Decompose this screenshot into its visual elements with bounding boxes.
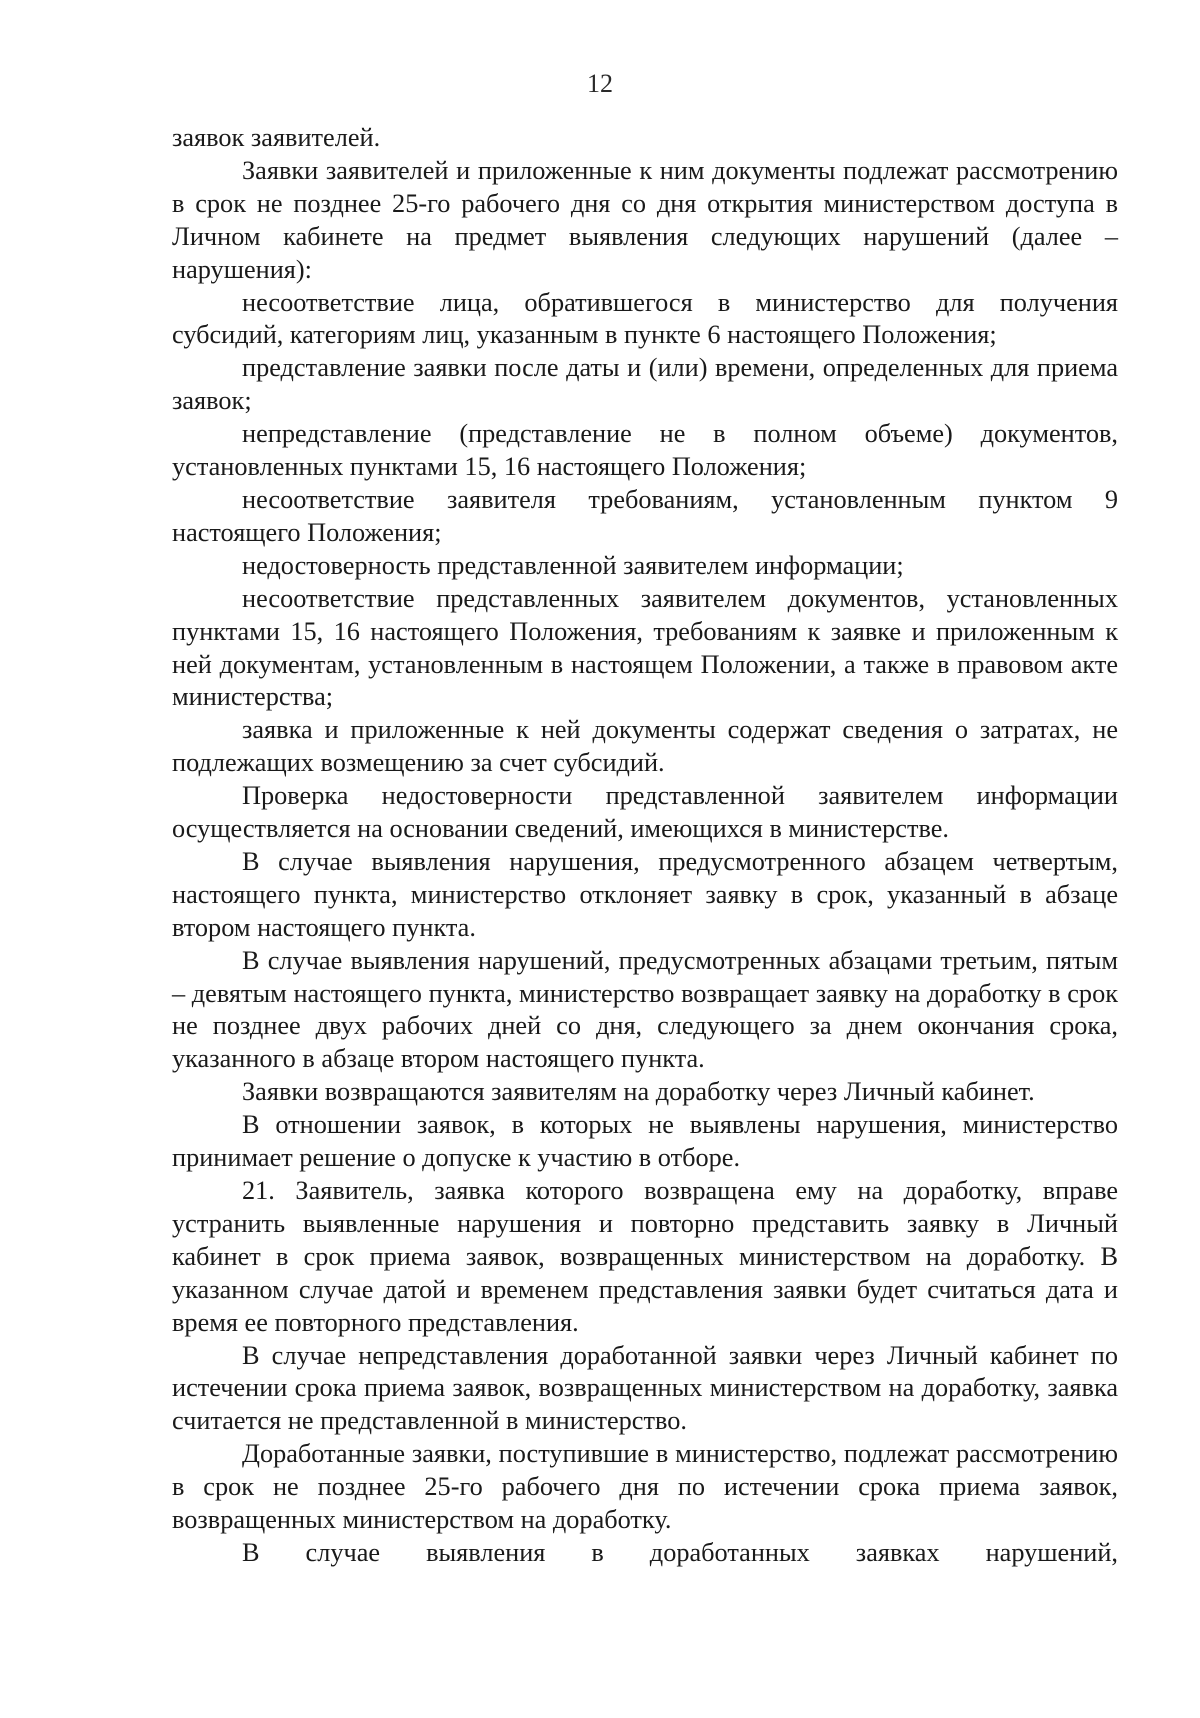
paragraph: представление заявки после даты и (или) времени, определенных для приема заявок; xyxy=(172,353,1118,416)
paragraph: несоответствие заявителя требованиям, установленным пунктом 9 настоящего Положения; xyxy=(172,484,1118,547)
paragraph: В случае выявления нарушений, предусмотренных абзацами третьим, пятым – девятым настоящего пункта, министерство возвращает заявку на доработку в срок не позднее двух рабочих дней со дня, следующего за днем окончания срока, указанного в абзаце втором настоящего пункта. xyxy=(172,945,1118,1074)
paragraph: непредставление (представление не в полном объеме) документов, установленных пунктами 15, 16 настоящего Положения; xyxy=(172,419,1118,482)
paragraph: несоответствие представленных заявителем документов, установленных пунктами 15, 16 настоящего Положения, требованиям к заявке и приложенным к ней документам, установленным в настоящем Положении, а также в правовом акте министерства; xyxy=(172,583,1118,712)
paragraph-continuation: заявок заявителей. xyxy=(172,123,381,152)
paragraph: В случае выявления нарушения, предусмотренного абзацем четвертым, настоящего пункта, министерство отклоняет заявку в срок, указанный в абзаце втором настоящего пункта. xyxy=(172,846,1118,942)
page-number: 12 xyxy=(587,69,613,98)
paragraph: Заявки возвращаются заявителям на доработку через Личный кабинет. xyxy=(242,1077,1035,1107)
paragraph: Заявки заявителей и приложенные к ним документы подлежат рассмотрению в срок не позднее 25-го рабочего дня со дня открытия министерством доступа в Личном кабинете на предмет выявления следующих нарушений (далее – нарушения): xyxy=(172,155,1118,284)
paragraph: Проверка недостоверности представленной заявителем информации осуществляется на основании сведений, имеющихся в министерстве. xyxy=(172,781,1118,844)
paragraph: недостоверность представленной заявителем информации; xyxy=(242,550,904,580)
paragraph-continues-next-page: В случае выявления в доработанных заявках нарушений, xyxy=(242,1537,1118,1567)
paragraph: В отношении заявок, в которых не выявлены нарушения, министерство принимает решение о допуске к участию в отборе. xyxy=(172,1110,1118,1173)
paragraph-clause-21: 21. Заявитель, заявка которого возвращена ему на доработку, вправе устранить выявленные нарушения и повторно представить заявку в Личный кабинет в срок приема заявок, возвращенных министерством на доработку. В указанном случае датой и временем представления заявки будет считаться дата и время ее повторного представления. xyxy=(172,1176,1118,1337)
paragraph: В случае непредставления доработанной заявки через Личный кабинет по истечении срока приема заявок, возвращенных министерством на доработку, заявка считается не представленной в министерство. xyxy=(172,1340,1118,1436)
document-body xyxy=(172,122,1118,1570)
paragraph: заявка и приложенные к ней документы содержат сведения о затратах, не подлежащих возмещению за счет субсидий. xyxy=(172,715,1118,778)
paragraph: несоответствие лица, обратившегося в министерство для получения субсидий, категориям лиц, указанным в пункте 6 настоящего Положения; xyxy=(172,287,1118,350)
paragraph: Доработанные заявки, поступившие в министерство, подлежат рассмотрению в срок не позднее 25-го рабочего дня по истечении срока приема заявок, возвращенных министерством на доработку. xyxy=(172,1439,1118,1535)
